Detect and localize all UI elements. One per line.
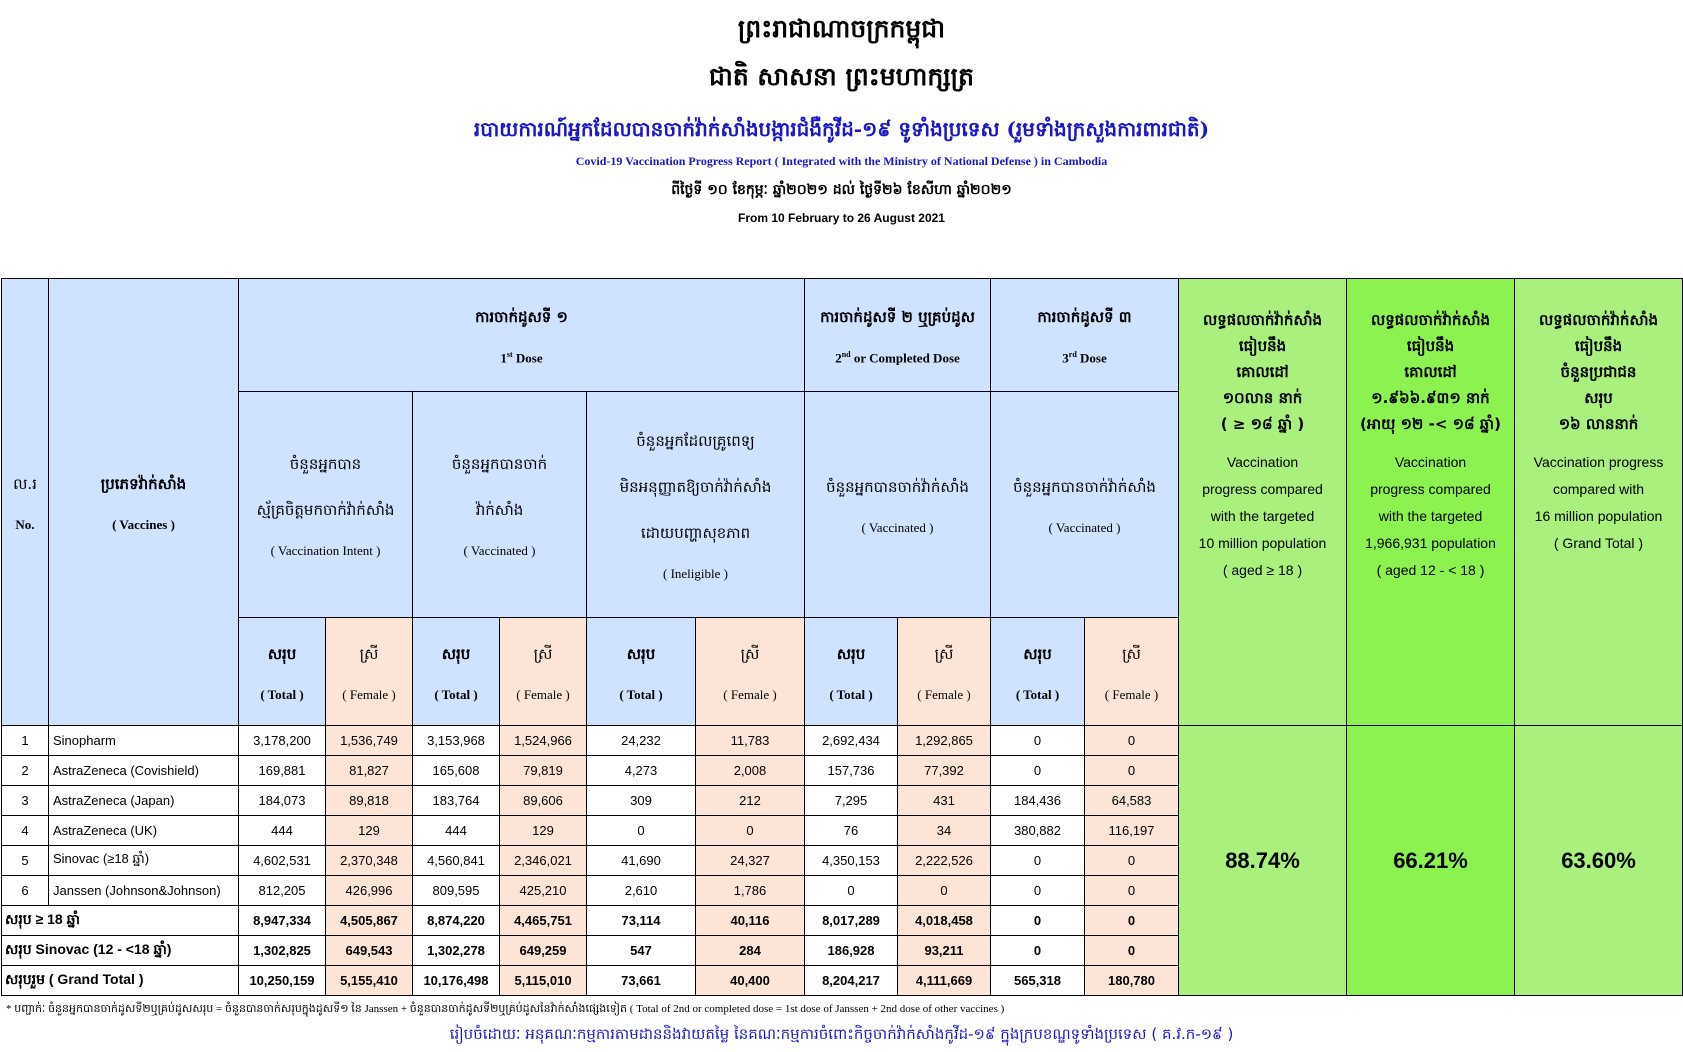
progress-adult-header: លទ្ធផលចាក់វ៉ាក់សាំង ធៀបនឹង គោលដៅ ១០លាន នាក់ ( ≥ ១៨ ឆ្នាំ ) Vaccination progress compared with the targeted 10 million population ( aged ≥ 18 ) — [1179, 279, 1347, 726]
cell: 0 — [1085, 936, 1179, 966]
female-header: ស្រី ( Female ) — [500, 618, 587, 726]
table-row — [2, 726, 1683, 756]
total-header: សរុប ( Total ) — [805, 618, 898, 726]
dose3-en: 3rd Dose — [1062, 349, 1107, 366]
progress-youth-value: 66.21% — [1347, 726, 1515, 996]
cell: 79,819 — [500, 756, 587, 786]
cell: 34 — [898, 816, 991, 846]
no-en: No. — [15, 517, 35, 532]
row-no: 1 — [2, 726, 49, 756]
cell: 184,073 — [239, 786, 326, 816]
row-no: 4 — [2, 816, 49, 846]
cell: 0 — [991, 876, 1085, 906]
cell: 812,205 — [239, 876, 326, 906]
cell: 2,008 — [696, 756, 805, 786]
cell: 444 — [239, 816, 326, 846]
no-kh: ល.រ — [13, 475, 37, 493]
cell: 0 — [991, 846, 1085, 876]
row-no: 5 — [2, 846, 49, 876]
dose3-kh: ការចាក់ដូសទី ៣ — [1037, 307, 1132, 326]
cell: 0 — [898, 876, 991, 906]
vaccinated2-header: ចំនួនអ្នកបានចាក់វ៉ាក់សាំង ( Vaccinated ) — [805, 392, 991, 618]
cell: 426,996 — [326, 876, 413, 906]
cell: 184,436 — [991, 786, 1085, 816]
cell: 24,232 — [587, 726, 696, 756]
progress-youth-header: លទ្ធផលចាក់វ៉ាក់សាំង ធៀបនឹង គោលដៅ ១.៩៦៦.៩៣១ នាក់ (អាយុ ១២ -< ១៨ ឆ្នាំ) Vaccination progress compared with the targeted 1,966,931 population ( aged 12 - < 18 ) — [1347, 279, 1515, 726]
cell: 2,346,021 — [500, 846, 587, 876]
intent-header: ចំនួនអ្នកបាន ស្ម័គ្រចិត្តមកចាក់វ៉ាក់សាំង ( Vaccination Intent ) — [239, 392, 413, 618]
cell: 547 — [587, 936, 696, 966]
col-vaccine-header — [49, 279, 239, 726]
cell: 1,536,749 — [326, 726, 413, 756]
cell: 4,465,751 — [500, 906, 587, 936]
cell: 10,250,159 — [239, 966, 326, 996]
date-range-kh: ពីថ្ងៃទី ១០ ខែកុម្ភៈ ឆ្នាំ២០២១ ដល់ ថ្ងៃទី២៦ ខែសីហា ឆ្នាំ២០២១ — [671, 182, 1012, 198]
progress-total-header: លទ្ធផលចាក់វ៉ាក់សាំង ធៀបនឹង ចំនួនប្រជាជន សរុប ១៦ លាននាក់ Vaccination progress compared with 16 million population ( Grand Total ) — [1515, 279, 1683, 726]
cell: 93,211 — [898, 936, 991, 966]
dose3-header — [991, 279, 1179, 392]
cell: 0 — [587, 816, 696, 846]
vaccine-en: ( Vaccines ) — [112, 517, 175, 532]
total-label: សរុប Sinovac (12 - <18 ឆ្នាំ) — [2, 936, 239, 966]
vaccine-name: Janssen (Johnson&Johnson) — [49, 876, 239, 906]
cell: 649,259 — [500, 936, 587, 966]
cell: 4,273 — [587, 756, 696, 786]
cell: 183,764 — [413, 786, 500, 816]
kingdom-title: ព្រះរាជាណាចក្រកម្ពុជា — [737, 14, 946, 43]
total-label: សរុបរួម ( Grand Total ) — [2, 966, 239, 996]
cell: 1,302,825 — [239, 936, 326, 966]
prepared-by: រៀបចំដោយៈ អនុគណៈកម្មការតាមដាននិងវាយតម្លៃ នៃគណៈកម្មការចំពោះកិច្ចចាក់វ៉ាក់សាំងកូវីដ-១៩ ក្នុងក្របខណ្ឌទូទាំងប្រទេស ( គ.វ.ក-១៩ ) — [449, 1025, 1234, 1043]
cell: 8,204,217 — [805, 966, 898, 996]
cell: 2,692,434 — [805, 726, 898, 756]
cell: 8,947,334 — [239, 906, 326, 936]
total-header: សរុប ( Total ) — [991, 618, 1085, 726]
dose2-kh: ការចាក់ដូសទី ២ ឬគ្រប់ដូស — [820, 307, 975, 326]
dose2-header — [805, 279, 991, 392]
cell: 2,222,526 — [898, 846, 991, 876]
cell: 11,783 — [696, 726, 805, 756]
progress-adult-value: 88.74% — [1179, 726, 1347, 996]
cell: 24,327 — [696, 846, 805, 876]
cell: 284 — [696, 936, 805, 966]
total-header: សរុប ( Total ) — [413, 618, 500, 726]
cell: 0 — [991, 936, 1085, 966]
vaccine-name: AstraZeneca (Covishield) — [49, 756, 239, 786]
cell: 0 — [1085, 906, 1179, 936]
cell: 40,116 — [696, 906, 805, 936]
cell: 4,560,841 — [413, 846, 500, 876]
cell: 89,818 — [326, 786, 413, 816]
cell: 0 — [1085, 876, 1179, 906]
cell: 444 — [413, 816, 500, 846]
cell: 4,111,669 — [898, 966, 991, 996]
cell: 0 — [1085, 756, 1179, 786]
cell: 129 — [326, 816, 413, 846]
row-no: 2 — [2, 756, 49, 786]
cell: 4,505,867 — [326, 906, 413, 936]
cell: 0 — [1085, 726, 1179, 756]
vaccine-name: AstraZeneca (Japan) — [49, 786, 239, 816]
cell: 2,370,348 — [326, 846, 413, 876]
cell: 7,295 — [805, 786, 898, 816]
date-range-en: From 10 February to 26 August 2021 — [738, 211, 945, 225]
cell: 0 — [991, 726, 1085, 756]
cell: 212 — [696, 786, 805, 816]
dose2-en: 2nd or Completed Dose — [835, 349, 960, 366]
cell: 41,690 — [587, 846, 696, 876]
cell: 180,780 — [1085, 966, 1179, 996]
female-header: ស្រី ( Female ) — [1085, 618, 1179, 726]
cell: 64,583 — [1085, 786, 1179, 816]
footnote: * បញ្ជាក់ៈ ចំនួនអ្នកបានចាក់ដូសទី២ឬគ្រប់ដូសសរុប = ចំនួនបានចាក់សរុបក្នុងដូសទី១ នៃ Janssen + ចំនួនបានចាក់ដូសទី២ឬគ្រប់ដូសនៃវ៉ាក់សាំងផ្សេងទៀត ( Total of 2nd or completed dose = 1st dose of Janssen + 2nd dose of other vaccines ) — [6, 1003, 1005, 1015]
female-header: ស្រី ( Female ) — [326, 618, 413, 726]
cell: 309 — [587, 786, 696, 816]
cell: 1,302,278 — [413, 936, 500, 966]
cell: 73,661 — [587, 966, 696, 996]
cell: 4,350,153 — [805, 846, 898, 876]
cell: 2,610 — [587, 876, 696, 906]
cell: 157,736 — [805, 756, 898, 786]
vaccine-name: AstraZeneca (UK) — [49, 816, 239, 846]
cell: 77,392 — [898, 756, 991, 786]
cell: 186,928 — [805, 936, 898, 966]
cell: 380,882 — [991, 816, 1085, 846]
cell: 169,881 — [239, 756, 326, 786]
row-no: 6 — [2, 876, 49, 906]
cell: 0 — [991, 906, 1085, 936]
vaccine-name: Sinopharm — [49, 726, 239, 756]
cell: 89,606 — [500, 786, 587, 816]
cell: 0 — [1085, 846, 1179, 876]
cell: 5,115,010 — [500, 966, 587, 996]
cell: 4,018,458 — [898, 906, 991, 936]
cell: 1,786 — [696, 876, 805, 906]
cell: 4,602,531 — [239, 846, 326, 876]
vaccination-table — [1, 278, 1683, 996]
vaccinated3-header: ចំនួនអ្នកបានចាក់វ៉ាក់សាំង ( Vaccinated ) — [991, 392, 1179, 618]
cell: 40,400 — [696, 966, 805, 996]
cell: 76 — [805, 816, 898, 846]
cell: 165,608 — [413, 756, 500, 786]
vaccinated1-header: ចំនួនអ្នកបានចាក់ វ៉ាក់សាំង ( Vaccinated ) — [413, 392, 587, 618]
cell: 3,178,200 — [239, 726, 326, 756]
cell: 0 — [696, 816, 805, 846]
cell: 73,114 — [587, 906, 696, 936]
total-header: សរុប ( Total ) — [239, 618, 326, 726]
cell: 425,210 — [500, 876, 587, 906]
dose1-header — [239, 279, 805, 392]
ineligible-header: ចំនួនអ្នកដែលគ្រូពេទ្យ មិនអនុញ្ញាតឱ្យចាក់វ៉ាក់សាំង ដោយបញ្ហាសុខភាព ( Ineligible ) — [587, 392, 805, 618]
cell: 431 — [898, 786, 991, 816]
cell: 8,874,220 — [413, 906, 500, 936]
female-header: ស្រី ( Female ) — [898, 618, 991, 726]
cell: 649,543 — [326, 936, 413, 966]
report-title-en: Covid-19 Vaccination Progress Report ( Integrated with the Ministry of National Defense ) in Cambodia — [575, 154, 1108, 168]
cell: 0 — [805, 876, 898, 906]
cell: 809,595 — [413, 876, 500, 906]
report-title-kh: របាយការណ៍អ្នកដែលបានចាក់វ៉ាក់សាំងបង្ការជំងឺកូវីដ-១៩ ទូទាំងប្រទេស (រួមទាំងក្រសួងការពារជាតិ) — [473, 117, 1210, 141]
dose1-kh: ការចាក់ដូសទី ១ — [475, 307, 568, 326]
vaccine-kh: ប្រភេទវ៉ាក់សាំង — [100, 475, 187, 493]
total-header: សរុប ( Total ) — [587, 618, 696, 726]
cell: 1,292,865 — [898, 726, 991, 756]
female-header: ស្រី ( Female ) — [696, 618, 805, 726]
cell: 81,827 — [326, 756, 413, 786]
total-label: សរុប ≥ 18 ឆ្នាំ — [2, 906, 239, 936]
progress-total-value: 63.60% — [1515, 726, 1683, 996]
cell: 116,197 — [1085, 816, 1179, 846]
cell: 5,155,410 — [326, 966, 413, 996]
cell: 565,318 — [991, 966, 1085, 996]
cell: 0 — [991, 756, 1085, 786]
row-no: 3 — [2, 786, 49, 816]
vaccine-name: Sinovac (≥18 ឆ្នាំ) — [49, 846, 239, 876]
col-no-header — [2, 279, 49, 726]
motto: ជាតិ សាសនា ព្រះមហាក្សត្រ — [709, 62, 974, 91]
dose1-en: 1st Dose — [500, 349, 543, 366]
cell: 3,153,968 — [413, 726, 500, 756]
cell: 1,524,966 — [500, 726, 587, 756]
cell: 129 — [500, 816, 587, 846]
cell: 8,017,289 — [805, 906, 898, 936]
cell: 10,176,498 — [413, 966, 500, 996]
